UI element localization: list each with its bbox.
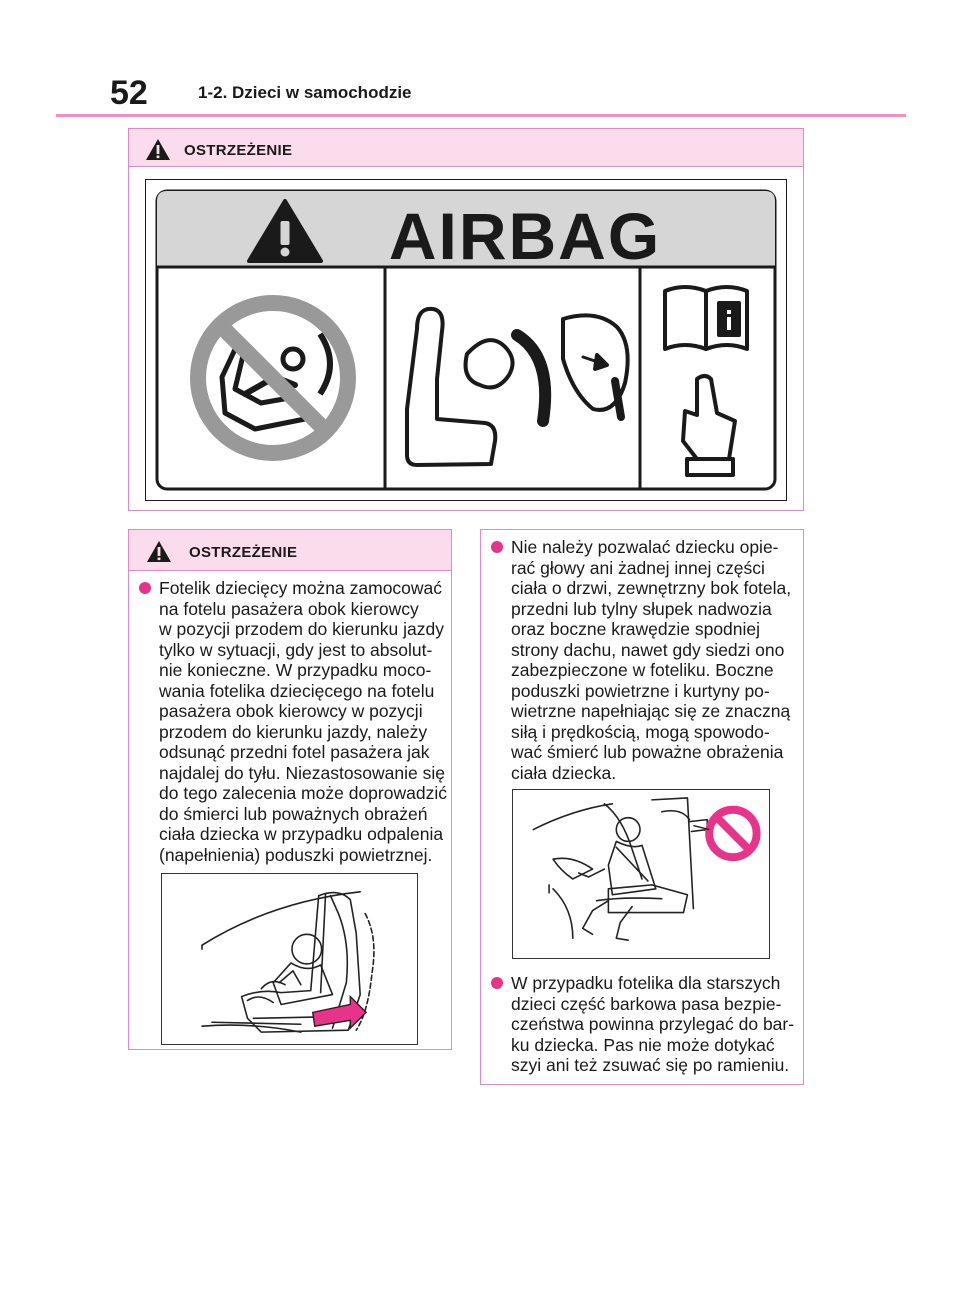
bullet-side-airbag-warning (491, 537, 801, 783)
booster-seat-window-illustration (512, 789, 770, 959)
header-rule (56, 114, 906, 117)
warning-triangle-icon (145, 138, 171, 161)
text-line: pasażera obok kierowcy w pozycji (159, 701, 423, 721)
warning-header (129, 129, 803, 167)
text-line: przedni lub tylny słupek nadwozia (511, 598, 772, 619)
text-line: do śmierci lub poważnych obrażeń (159, 803, 428, 824)
bullet-dot (491, 977, 503, 989)
warning-title: OSTRZEŻENIE (184, 142, 293, 159)
warning-triangle-icon (146, 540, 172, 563)
airbag-warning-label-figure (145, 179, 787, 501)
text-line: strony dachu, nawet gdy siedzi ono (511, 639, 785, 660)
text-line: poduszki powietrzne i kurtyny po- (511, 680, 770, 701)
text-line: tylko w sytuacji, gdy jest to absolut- (159, 639, 433, 660)
bullet-dot (139, 582, 151, 594)
bullet-front-seat-warning (139, 578, 449, 865)
text-line: najdalej do tyłu. Niezastosowanie się (159, 762, 445, 783)
bullet-dot (491, 541, 503, 553)
airbag-label-text: AIRBAG (388, 199, 662, 273)
text-line: szyi ani też zsuwać się po ramieniu. (511, 1055, 790, 1075)
text-line: czeństwa powinna przylegać do bar- (511, 1014, 795, 1034)
text-line: wać śmierć lub poważne obrażenia (511, 742, 784, 762)
text-line: nie konieczne. W przypadku moco- (159, 660, 432, 680)
bullet-shoulder-belt-note (491, 973, 801, 1076)
text-line: Fotelik dziecięcy można zamocować (159, 578, 443, 598)
text-line: ciała dziecka w przypadku odpalenia (159, 824, 444, 844)
text-line: ciała dziecka. (511, 762, 617, 783)
text-line: siłą i prędkością, mogą spowodo- (511, 721, 770, 742)
text-line: do tego zalecenia może doprowadzić (159, 783, 447, 803)
warning-box-airbag (128, 128, 804, 511)
text-line: oraz boczne krawędzie spodniej (511, 619, 761, 639)
text-line: W przypadku fotelika dla starszych (511, 973, 781, 993)
warning-box-front-seat (128, 529, 452, 1050)
text-line: zabezpieczone w foteliku. Boczne (511, 660, 774, 680)
section-title: 1-2. Dzieci w samochodzie (198, 83, 412, 102)
text-line: wietrzne napełniając się ze znaczną (511, 701, 791, 721)
text-line: (napełnienia) poduszki powietrznej. (159, 844, 433, 865)
warning-header (129, 530, 451, 571)
text-line: w pozycji przodem do kierunku jazdy (159, 619, 444, 639)
text-line: dzieci część barkowa pasa bezpie- (511, 993, 782, 1014)
page-header (0, 0, 960, 120)
page-number: 52 (110, 74, 148, 112)
warning-box-side-airbag (480, 529, 804, 1085)
front-seat-child-seat-illustration (161, 873, 418, 1045)
text-line: wania fotelika dziecięcego na fotelu (159, 680, 435, 701)
text-line: rać głowy ani żadnej innej części (511, 557, 765, 578)
text-line: przodem do kierunku jazdy, należy (159, 721, 428, 742)
text-line: Nie należy pozwalać dziecku opie- (511, 537, 779, 557)
text-line: odsunąć przedni fotel pasażera jak (159, 742, 430, 762)
text-line: ciała o drzwi, zewnętrzny bok fotela, (511, 578, 792, 598)
text-line: ku dziecka. Pas nie może dotykać (511, 1034, 775, 1055)
warning-title: OSTRZEŻENIE (189, 544, 298, 561)
text-line: na fotelu pasażera obok kierowcy (159, 598, 419, 619)
